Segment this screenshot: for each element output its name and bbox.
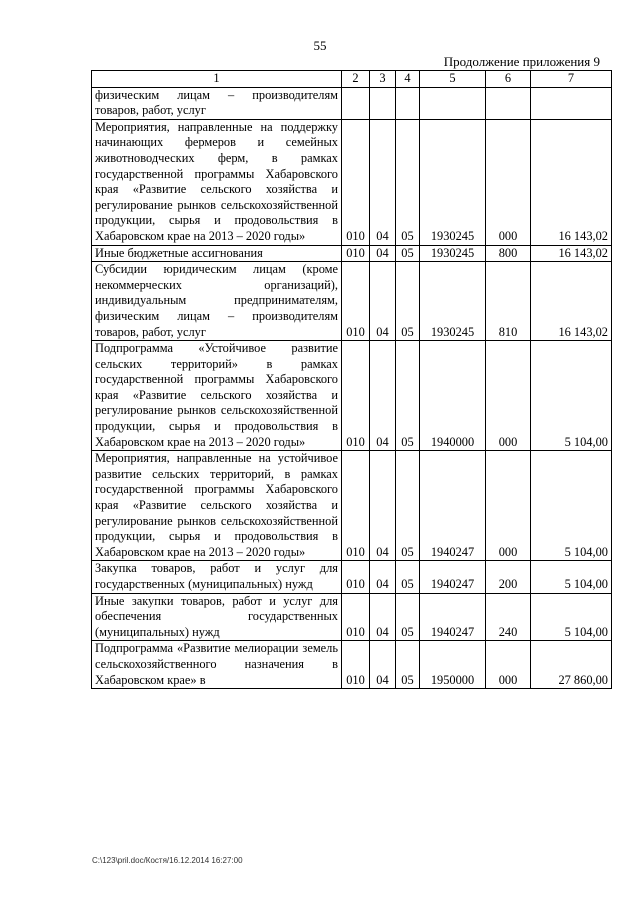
- row-name: Мероприятия, направленные на устойчивое развитие сельских территорий, в рамках государственной программы Хабаровского края «Развитие сельского хозяйства и регулирование рынков сельскохозяйственной продукции, сырья и продовольствия в Хабаровском крае на 2013 – 2020 годы»: [92, 451, 342, 561]
- row-name: Подпрограмма «Развитие мелиорации земель сельскохозяйственного назначения в Хабаровском крае» в: [92, 641, 342, 689]
- row-amount: 5 104,00: [531, 593, 612, 641]
- column-header-2: 2: [342, 71, 370, 88]
- column-header-7: 7: [531, 71, 612, 88]
- row-code-target: 1940247: [420, 593, 486, 641]
- row-amount: 5 104,00: [531, 451, 612, 561]
- row-code-expense-type: 000: [486, 119, 531, 245]
- row-code-section: 04: [370, 245, 396, 262]
- row-amount: 5 104,00: [531, 561, 612, 593]
- row-code-target: 1950000: [420, 641, 486, 689]
- row-name: Иные закупки товаров, работ и услуг для обеспечения государственных (муниципальных) нужд: [92, 593, 342, 641]
- row-code-target: 1940247: [420, 561, 486, 593]
- table-row: [92, 641, 612, 689]
- row-code-ministry: 010: [342, 262, 370, 341]
- appendix-title: Продолжение приложения 9: [443, 54, 600, 69]
- row-amount: 5 104,00: [531, 341, 612, 451]
- row-code-ministry: 010: [342, 593, 370, 641]
- row-code-section: 04: [370, 641, 396, 689]
- row-name: Закупка товаров, работ и услуг для государственных (муниципальных) нужд: [92, 561, 342, 593]
- row-name: Мероприятия, направленные на поддержку начинающих фермеров и семейных животноводческих ферм, в рамках государственной программы Хабаровского края «Развитие сельского хозяйства и регулирование рынков сельскохозяйственной продукции, сырья и продовольствия в Хабаровском крае на 2013 – 2020 годы»: [92, 119, 342, 245]
- column-header-1: 1: [92, 71, 342, 88]
- row-code-expense-type: 240: [486, 593, 531, 641]
- page-number: 55: [313, 38, 327, 53]
- row-code-ministry: 010: [342, 641, 370, 689]
- row-code-ministry: 010: [342, 119, 370, 245]
- row-code-subsection: 05: [396, 341, 420, 451]
- table-row: [92, 341, 612, 451]
- table-row: [92, 87, 612, 119]
- column-header-6: 6: [486, 71, 531, 88]
- table-row: [92, 451, 612, 561]
- row-code-target: 1930245: [420, 245, 486, 262]
- row-code-ministry: 010: [342, 451, 370, 561]
- table-row: [92, 561, 612, 593]
- row-code-ministry: 010: [342, 561, 370, 593]
- table-row: [92, 119, 612, 245]
- row-amount: 16 143,02: [531, 262, 612, 341]
- row-code-target: [420, 87, 486, 119]
- row-code-ministry: 010: [342, 245, 370, 262]
- table-row: [92, 262, 612, 341]
- column-header-3: 3: [370, 71, 396, 88]
- row-amount: 16 143,02: [531, 245, 612, 262]
- row-code-section: 04: [370, 451, 396, 561]
- header-row: [92, 71, 612, 88]
- row-code-subsection: 05: [396, 451, 420, 561]
- row-code-expense-type: 200: [486, 561, 531, 593]
- row-code-expense-type: 810: [486, 262, 531, 341]
- row-code-section: 04: [370, 262, 396, 341]
- row-code-ministry: [342, 87, 370, 119]
- budget-table: [91, 70, 612, 689]
- row-code-expense-type: 000: [486, 451, 531, 561]
- column-header-4: 4: [396, 71, 420, 88]
- row-name: Иные бюджетные ассигнования: [92, 245, 342, 262]
- row-name: Подпрограмма «Устойчивое развитие сельских территорий» в рамках государственной программы Хабаровского края «Развитие сельского хозяйства и регулирование рынков сельскохозяйственной продукции, сырья и продовольствия в Хабаровском крае на 2013 – 2020 годы»: [92, 341, 342, 451]
- row-code-section: 04: [370, 561, 396, 593]
- table-row: [92, 245, 612, 262]
- row-code-target: 1940247: [420, 451, 486, 561]
- row-code-subsection: 05: [396, 641, 420, 689]
- row-amount: 16 143,02: [531, 119, 612, 245]
- row-code-subsection: 05: [396, 262, 420, 341]
- row-code-ministry: 010: [342, 341, 370, 451]
- row-code-section: 04: [370, 119, 396, 245]
- column-header-5: 5: [420, 71, 486, 88]
- row-code-target: 1940000: [420, 341, 486, 451]
- row-code-target: 1930245: [420, 119, 486, 245]
- row-code-subsection: [396, 87, 420, 119]
- row-code-target: 1930245: [420, 262, 486, 341]
- table-row: [92, 593, 612, 641]
- row-code-section: 04: [370, 341, 396, 451]
- row-code-subsection: 05: [396, 561, 420, 593]
- row-code-expense-type: [486, 87, 531, 119]
- row-name: Субсидии юридическим лицам (кроме некоммерческих организаций), индивидуальным предпринимателям, физическим лицам – производителям товаров, работ, услуг: [92, 262, 342, 341]
- file-path-footer: C:\123\pril.doc/Костя/16.12.2014 16:27:00: [92, 856, 243, 865]
- row-code-subsection: 05: [396, 593, 420, 641]
- row-code-section: [370, 87, 396, 119]
- row-code-subsection: 05: [396, 119, 420, 245]
- row-code-section: 04: [370, 593, 396, 641]
- row-code-expense-type: 800: [486, 245, 531, 262]
- row-code-expense-type: 000: [486, 341, 531, 451]
- row-name: физическим лицам – производителям товаров, работ, услуг: [92, 87, 342, 119]
- row-code-expense-type: 000: [486, 641, 531, 689]
- row-amount: 27 860,00: [531, 641, 612, 689]
- row-code-subsection: 05: [396, 245, 420, 262]
- row-amount: [531, 87, 612, 119]
